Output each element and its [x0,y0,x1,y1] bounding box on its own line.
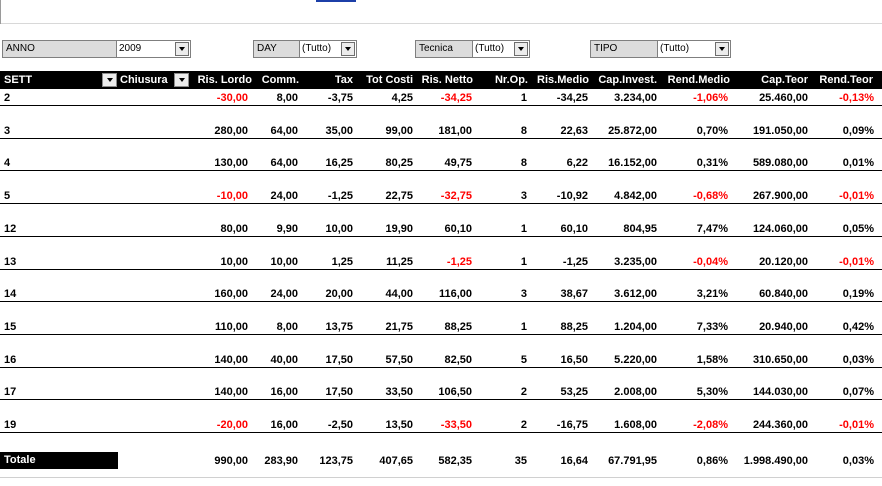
filter-tecnica-value: (Tutto) [475,43,505,54]
row-divider [0,105,882,106]
cell-nr-op: 1 [520,223,527,235]
filter-tipo-select[interactable] [658,40,731,58]
cell-ris-lordo: 110,00 [214,321,248,333]
cell-sett: 14 [4,288,17,300]
cell-rend-medio: 7,47% [696,223,728,235]
filter-tecnica-select[interactable] [473,40,530,58]
cell-sett: 12 [4,223,17,235]
cell-comm: 9,90 [276,223,298,235]
table-row [0,156,882,170]
top-divider [0,0,1,24]
cell-ris-medio: 16,50 [560,354,588,366]
cell-cap-teor: 144.030,00 [752,386,808,398]
total-tot-costi: 407,65 [379,455,413,467]
total-label: Totale [0,452,118,469]
cell-cap-invest: 16.152,00 [608,157,657,169]
table-row [0,353,882,367]
cell-tot-costi: 44,00 [385,288,413,300]
cell-ris-medio: -1,25 [562,256,588,268]
chevron-down-icon[interactable] [341,42,355,56]
filter-tipo-label: TIPO [590,40,658,58]
cell-tax: 20,00 [325,288,353,300]
col-header-ris-medio: Ris.Medio [537,74,589,86]
col-header-comm: Comm. [261,74,299,86]
cell-cap-teor: 124.060,00 [752,223,808,235]
cell-ris-medio: 22,63 [560,125,588,137]
col-header-cap-teor: Cap.Teor [761,74,808,86]
cell-sett: 4 [4,157,11,169]
col-header-rend-teor: Rend.Teor [819,74,873,86]
cell-nr-op: 2 [520,419,527,431]
cell-tot-costi: 33,50 [385,386,413,398]
cell-tax: -1,25 [327,190,353,202]
table-row [0,418,882,432]
cell-tot-costi: 99,00 [385,125,413,137]
total-ris-lordo: 990,00 [214,455,248,467]
cell-nr-op: 8 [520,157,527,169]
total-ris-medio: 16,64 [560,455,588,467]
cell-rend-medio: 0,70% [696,125,728,137]
cell-ris-netto: -32,75 [440,190,472,202]
row-divider [0,138,882,139]
row-divider [0,334,882,335]
table-row [0,385,882,399]
cell-rend-medio: -0,68% [693,190,728,202]
cell-sett: 19 [4,419,17,431]
cell-tax: 35,00 [325,125,353,137]
cell-ris-lordo: 280,00 [214,125,248,137]
cell-ris-medio: -10,92 [556,190,588,202]
cell-tot-costi: 80,25 [385,157,413,169]
cell-tot-costi: 13,50 [385,419,413,431]
cell-nr-op: 1 [520,92,527,104]
chevron-down-icon[interactable] [715,42,729,56]
cell-ris-netto: 60,10 [444,223,472,235]
row-divider [0,269,882,270]
filter-day-label: DAY [253,40,300,58]
table-row [0,255,882,269]
cell-ris-lordo: -30,00 [216,92,248,104]
filter-day-select[interactable] [300,40,357,58]
cell-rend-medio: -0,04% [693,256,728,268]
cell-comm: 24,00 [270,288,298,300]
cell-sett: 16 [4,354,17,366]
cell-ris-netto: 49,75 [444,157,472,169]
cell-tax: 17,50 [325,386,353,398]
cell-cap-invest: 1.608,00 [614,419,657,431]
filter-anno [2,40,191,58]
col-header-chiusura: Chiusura [120,74,168,86]
cell-tot-costi: 57,50 [385,354,413,366]
cell-ris-lordo: 10,00 [220,256,248,268]
cell-rend-medio: -2,08% [693,419,728,431]
table-row [0,287,882,301]
col-header-rend-medio: Rend.Medio [667,74,730,86]
row-divider [0,399,882,400]
cell-rend-medio: 1,58% [696,354,728,366]
cell-tax: 10,00 [325,223,353,235]
cell-rend-teor: -0,01% [839,256,874,268]
table-row [0,189,882,203]
total-cap-invest: 67.791,95 [608,455,657,467]
total-rend-teor: 0,03% [842,455,874,467]
row-divider [0,203,882,204]
cell-nr-op: 5 [520,354,527,366]
cell-comm: 64,00 [270,125,298,137]
cell-comm: 16,00 [270,419,298,431]
row-divider [0,236,882,237]
total-ris-netto: 582,35 [438,455,472,467]
col-header-ris-netto: Ris. Netto [421,74,473,86]
filter-tecnica-label: Tecnica [415,40,473,58]
cell-cap-teor: 310.650,00 [752,354,808,366]
top-strip [0,0,882,24]
cell-rend-medio: 5,30% [696,386,728,398]
cell-rend-teor: 0,01% [842,157,874,169]
table-header [0,71,882,89]
cell-ris-lordo: -20,00 [216,419,248,431]
cell-ris-lordo: 140,00 [214,354,248,366]
filter-day-value: (Tutto) [302,43,332,54]
cell-rend-teor: -0,13% [839,92,874,104]
filter-anno-label: ANNO [2,40,117,58]
filter-tipo [590,40,731,58]
cell-tax: 13,75 [325,321,353,333]
cell-rend-teor: 0,09% [842,125,874,137]
filter-day [253,40,357,58]
cell-comm: 8,00 [276,92,298,104]
cell-nr-op: 3 [520,190,527,202]
table-row [0,222,882,236]
bottom-divider [0,477,882,478]
cell-sett: 15 [4,321,17,333]
cell-cap-teor: 267.900,00 [752,190,808,202]
cell-comm: 40,00 [270,354,298,366]
filter-anno-select[interactable] [117,40,191,58]
cell-ris-medio: 6,22 [566,157,588,169]
total-rend-medio: 0,86% [696,455,728,467]
cell-tax: -3,75 [327,92,353,104]
total-tax: 123,75 [319,455,353,467]
cell-ris-medio: 53,25 [560,386,588,398]
cell-comm: 24,00 [270,190,298,202]
cell-ris-netto: 181,00 [438,125,472,137]
cell-ris-medio: -16,75 [556,419,588,431]
cell-sett: 17 [4,386,17,398]
total-cap-teor: 1.998.490,00 [743,455,808,467]
cell-tot-costi: 21,75 [385,321,413,333]
cell-cap-invest: 3.612,00 [614,288,657,300]
row-divider [0,367,882,368]
cell-rend-teor: 0,42% [842,321,874,333]
cell-nr-op: 1 [520,321,527,333]
cell-cap-invest: 5.220,00 [614,354,657,366]
col-header-sett: SETT [4,74,33,86]
cell-ris-medio: 88,25 [560,321,588,333]
cell-ris-medio: -34,25 [556,92,588,104]
cell-cap-invest: 2.008,00 [614,386,657,398]
cell-rend-teor: 0,19% [842,288,874,300]
filter-anno-value: 2009 [119,43,142,54]
cell-cap-invest: 25.872,00 [608,125,657,137]
table-row [0,320,882,334]
cell-sett: 13 [4,256,17,268]
cell-comm: 10,00 [270,256,298,268]
cell-rend-medio: 3,21% [696,288,728,300]
cell-ris-lordo: 130,00 [214,157,248,169]
cell-cap-invest: 1.204,00 [614,321,657,333]
cell-cap-teor: 191.050,00 [752,125,808,137]
cell-ris-netto: -34,25 [440,92,472,104]
cell-ris-netto: 88,25 [444,321,472,333]
cell-cap-invest: 804,95 [623,223,657,235]
filter-tecnica [415,40,530,58]
cell-ris-netto: 106,50 [438,386,472,398]
chevron-down-icon[interactable] [175,42,189,56]
cell-tot-costi: 4,25 [391,92,413,104]
col-header-nr-op: Nr.Op. [494,74,528,86]
cell-tot-costi: 22,75 [385,190,413,202]
cell-ris-medio: 38,67 [560,288,588,300]
table-row [0,91,882,105]
row-divider [0,432,882,433]
cell-sett: 3 [4,125,11,137]
cell-rend-teor: 0,05% [842,223,874,235]
row-divider [0,170,882,171]
cell-rend-medio: 0,31% [696,157,728,169]
cell-rend-medio: 7,33% [696,321,728,333]
col-header-tot-costi: Tot Costi [366,74,413,86]
cell-rend-teor: 0,03% [842,354,874,366]
cell-cap-teor: 60.840,00 [759,288,808,300]
cell-comm: 16,00 [270,386,298,398]
total-row [0,454,882,468]
cell-ris-netto: 82,50 [444,354,472,366]
cell-ris-lordo: -10,00 [216,190,248,202]
cell-tax: 1,25 [331,256,353,268]
table-row [0,124,882,138]
cell-rend-medio: -1,06% [693,92,728,104]
cell-nr-op: 2 [520,386,527,398]
cell-ris-medio: 60,10 [560,223,588,235]
cell-comm: 8,00 [276,321,298,333]
cell-cap-teor: 25.460,00 [759,92,808,104]
cell-ris-netto: 116,00 [438,288,472,300]
cell-cap-invest: 4.842,00 [614,190,657,202]
total-nr-op: 35 [514,455,527,467]
cell-tax: 16,25 [325,157,353,169]
col-header-cap-invest: Cap.Invest. [598,74,657,86]
cell-cap-invest: 3.235,00 [614,256,657,268]
col-header-ris-lordo: Ris. Lordo [197,74,252,86]
cell-cap-teor: 589.080,00 [752,157,808,169]
cell-cap-teor: 244.360,00 [752,419,808,431]
cell-nr-op: 1 [520,256,527,268]
top-accent-bar [316,0,356,2]
cell-ris-lordo: 80,00 [220,223,248,235]
cell-cap-teor: 20.120,00 [759,256,808,268]
cell-rend-teor: 0,07% [842,386,874,398]
chevron-down-icon[interactable] [174,73,189,87]
cell-ris-netto: -33,50 [440,419,472,431]
cell-tax: 17,50 [325,354,353,366]
cell-ris-lordo: 140,00 [214,386,248,398]
cell-cap-invest: 3.234,00 [614,92,657,104]
cell-cap-teor: 20.940,00 [759,321,808,333]
cell-sett: 5 [4,190,11,202]
col-header-tax: Tax [334,74,353,86]
cell-rend-teor: -0,01% [839,419,874,431]
cell-ris-lordo: 160,00 [214,288,248,300]
cell-ris-netto: -1,25 [446,256,472,268]
cell-nr-op: 8 [520,125,527,137]
filter-tipo-value: (Tutto) [660,43,690,54]
cell-tax: -2,50 [327,419,353,431]
cell-comm: 64,00 [270,157,298,169]
chevron-down-icon[interactable] [514,42,528,56]
cell-tot-costi: 11,25 [386,256,413,268]
cell-rend-teor: -0,01% [839,190,874,202]
row-divider [0,301,882,302]
cell-sett: 2 [4,92,11,104]
chevron-down-icon[interactable] [102,73,117,87]
cell-tot-costi: 19,90 [385,223,413,235]
cell-nr-op: 3 [520,288,527,300]
total-comm: 283,90 [264,455,298,467]
